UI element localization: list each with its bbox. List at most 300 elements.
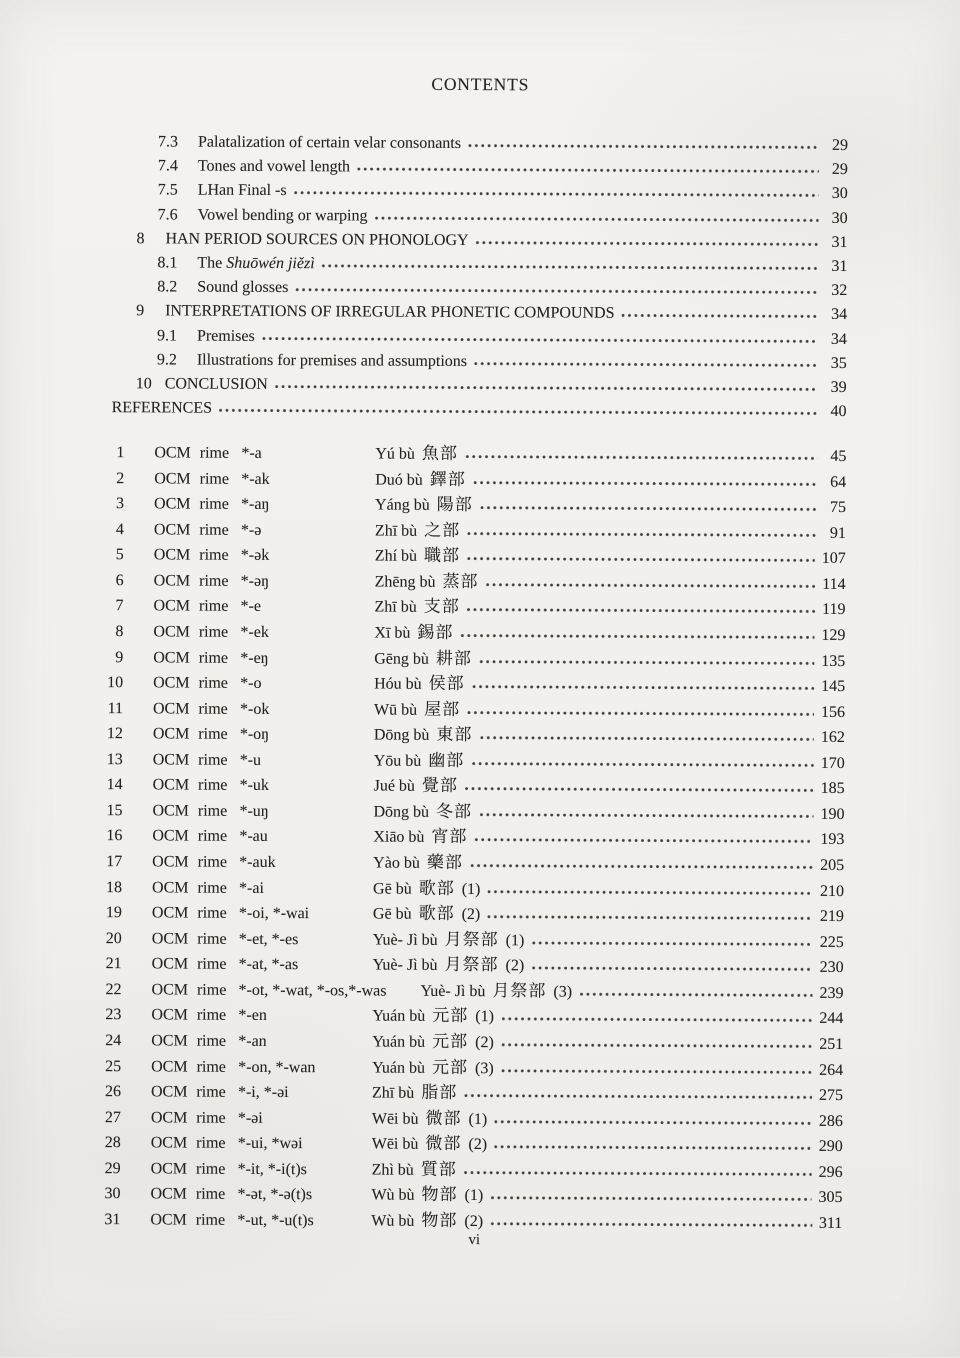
dot-leader xyxy=(322,263,819,271)
ocm-entry-page: 251 xyxy=(819,1035,844,1053)
ocm-entry-name: Gē bù 歌部 (1) xyxy=(373,878,481,898)
ocm-entry-rime: *-it, *-i(t)s xyxy=(237,1160,307,1178)
ocm-entry-part: (1) xyxy=(505,931,525,950)
ocm-entry-number: 22 xyxy=(105,980,122,999)
toc-entry-page: 40 xyxy=(830,403,847,421)
dot-leader xyxy=(494,1119,812,1126)
ocm-entry-rime: *-uk xyxy=(239,777,269,795)
ocm-entry-name: Yú bù 魚部 xyxy=(375,443,458,463)
page-title: CONTENTS xyxy=(431,73,530,95)
ocm-entry-page: 311 xyxy=(818,1214,843,1232)
ocm-entry-part: (1) xyxy=(468,1110,488,1128)
dot-leader xyxy=(474,837,813,844)
ocm-entry-rime: *-ə xyxy=(240,521,262,539)
toc-entry-number: 7.5 xyxy=(157,181,178,199)
ocm-entry-number: 11 xyxy=(107,699,124,717)
ocm-entry-page: 135 xyxy=(821,652,846,670)
ocm-entry-label: OCM rime xyxy=(153,572,229,590)
ocm-row xyxy=(97,696,845,725)
toc-entry-title: The Shuōwén jiězì xyxy=(197,254,315,273)
ocm-entry-label: OCM rime xyxy=(151,1057,226,1076)
dot-leader xyxy=(531,966,812,972)
dot-leader xyxy=(275,384,818,392)
ocm-entry-page: 185 xyxy=(820,780,845,798)
ocm-entry-hanzi: 月祭部 xyxy=(492,980,547,1001)
ocm-entry-part: (3) xyxy=(474,1059,494,1077)
ocm-row xyxy=(95,1002,843,1031)
ocm-entry-rime: *-ai xyxy=(239,879,264,897)
toc-entry-title: Sound glosses xyxy=(197,278,289,297)
toc-entry-title: REFERENCES xyxy=(111,399,213,417)
dot-leader xyxy=(490,1221,812,1228)
ocm-entry-hanzi: 覺部 xyxy=(421,776,458,796)
ocm-entry-name: Yuán bù 元部 (1) xyxy=(372,1006,494,1026)
ocm-entry-page: 145 xyxy=(821,677,846,696)
ocm-entry-number: 12 xyxy=(106,725,123,743)
ocm-entry-label: OCM rime xyxy=(151,981,227,999)
ocm-row xyxy=(98,440,846,469)
dot-leader xyxy=(467,531,817,538)
dot-leader xyxy=(464,1170,812,1177)
dot-leader xyxy=(579,991,813,997)
toc-entry-page: 30 xyxy=(831,185,848,203)
ocm-entry-name: Zhī bù 之部 xyxy=(374,520,461,540)
ocm-entry-page: 129 xyxy=(821,626,846,644)
ocm-entry-hanzi: 錫部 xyxy=(417,622,454,642)
ocm-entry-number: 25 xyxy=(105,1057,122,1075)
ocm-entry-rime: *-ot, *-wat, *-os,*-was xyxy=(238,981,387,1000)
ocm-row xyxy=(94,1181,842,1210)
ocm-entry-part: (2) xyxy=(461,906,481,924)
dot-leader xyxy=(494,1144,812,1151)
dot-leader xyxy=(501,1042,812,1049)
ocm-entry-label: OCM rime xyxy=(151,1006,227,1025)
ocm-entry-number: 18 xyxy=(106,878,123,896)
ocm-entry-hanzi: 屋部 xyxy=(424,699,461,719)
ocm-entry-page: 275 xyxy=(818,1086,844,1105)
ocm-entry-page: 286 xyxy=(818,1112,843,1130)
ocm-entry-hanzi: 鐸部 xyxy=(429,469,466,489)
ocm-row xyxy=(98,517,846,546)
ocm-entry-number: 31 xyxy=(104,1210,121,1229)
table-of-contents xyxy=(112,130,849,424)
ocm-entry-number: 9 xyxy=(115,648,124,666)
ocm-entry-page: 205 xyxy=(820,856,845,874)
ocm-entry-name: Yuán bù 元部 (3) xyxy=(372,1057,494,1077)
toc-entry-page: 30 xyxy=(831,209,848,227)
ocm-entry-page: 75 xyxy=(830,499,847,517)
ocm-entry-page: 119 xyxy=(822,601,846,619)
ocm-entry-rime: *-o xyxy=(240,674,262,692)
ocm-entry-part: (1) xyxy=(464,1187,484,1205)
ocm-entry-label: OCM rime xyxy=(153,521,229,539)
dot-leader xyxy=(531,940,812,946)
ocm-entry-number: 14 xyxy=(106,776,123,794)
toc-row xyxy=(112,396,847,424)
ocm-entry-hanzi: 歌部 xyxy=(418,878,455,898)
ocm-entry-name: Xiāo bù 宵部 xyxy=(373,827,468,847)
dot-leader xyxy=(374,215,818,222)
dot-leader xyxy=(474,361,818,368)
ocm-entry-part: (2) xyxy=(505,957,525,975)
ocm-entry-name: Gēng bù 耕部 xyxy=(374,648,472,668)
ocm-entry-rime: *-en xyxy=(238,1007,267,1025)
ocm-entry-page: 230 xyxy=(819,959,844,977)
ocm-row xyxy=(98,542,846,571)
toc-row xyxy=(112,372,847,400)
ocm-entry-rime: *-a xyxy=(241,444,262,462)
dot-leader xyxy=(460,633,814,640)
ocm-entry-name: Yuè- Jì bù 月祭部 (1) xyxy=(372,929,525,950)
ocm-entry-rime: *-at, *-as xyxy=(238,956,299,974)
toc-entry-page: 35 xyxy=(830,354,847,372)
ocm-entry-rime: *-an xyxy=(238,1032,267,1050)
ocm-entry-part: (2) xyxy=(464,1212,484,1230)
ocm-entry-part: (3) xyxy=(553,983,573,1001)
ocm-row xyxy=(95,1054,843,1083)
ocm-entry-rime: *-au xyxy=(239,828,268,846)
ocm-entry-label: OCM rime xyxy=(150,1185,226,1204)
ocm-entry-name: Zhēng bù 蒸部 xyxy=(374,571,479,591)
ocm-entry-page: 264 xyxy=(819,1061,844,1079)
toc-entry-number: 10 xyxy=(135,375,152,393)
ocm-entry-name: Yuán bù 元部 (2) xyxy=(372,1031,494,1052)
toc-entry-number: 8 xyxy=(136,230,145,248)
ocm-entry-hanzi: 藥部 xyxy=(426,852,463,872)
toc-entry-page: 29 xyxy=(831,136,849,154)
ocm-entry-number: 6 xyxy=(115,571,124,590)
ocm-row xyxy=(96,798,844,827)
ocm-entry-hanzi: 魚部 xyxy=(421,443,458,463)
ocm-entry-label: OCM rime xyxy=(153,546,229,565)
ocm-entry-number: 7 xyxy=(115,597,124,615)
ocm-entry-rime: *-u xyxy=(239,751,262,769)
dot-leader xyxy=(490,1195,811,1202)
dot-leader xyxy=(468,143,819,150)
ocm-entry-label: OCM rime xyxy=(150,1160,226,1178)
ocm-entry-hanzi: 職部 xyxy=(423,546,461,566)
ocm-entry-page: 64 xyxy=(830,473,847,491)
ocm-row xyxy=(97,670,845,699)
ocm-row xyxy=(98,466,846,495)
ocm-row xyxy=(95,1156,843,1185)
ocm-entry-rime: *-auk xyxy=(239,853,276,872)
ocm-entry-number: 2 xyxy=(116,469,125,487)
ocm-entry-label: OCM rime xyxy=(152,699,228,718)
toc-entry-title: CONCLUSION xyxy=(164,375,268,393)
ocm-entry-hanzi: 之部 xyxy=(424,520,461,540)
ocm-entry-hanzi: 耕部 xyxy=(435,648,472,668)
ocm-entry-number: 13 xyxy=(106,750,123,768)
ocm-row xyxy=(97,619,845,648)
ocm-entry-hanzi: 物部 xyxy=(421,1210,458,1230)
dot-leader xyxy=(501,1017,812,1024)
ocm-entry-rime: *-oi, *-wai xyxy=(238,904,310,923)
ocm-entry-part: (2) xyxy=(475,1033,494,1052)
ocm-entry-page: 305 xyxy=(818,1189,843,1207)
ocm-entry-hanzi: 質部 xyxy=(420,1159,457,1179)
ocm-entry-page: 296 xyxy=(818,1163,843,1181)
ocm-entry-number: 5 xyxy=(115,546,124,564)
dot-leader xyxy=(476,240,819,247)
ocm-entry-number: 19 xyxy=(105,904,122,922)
dot-leader xyxy=(501,1068,812,1075)
ocm-entry-hanzi: 支部 xyxy=(423,597,460,617)
ocm-entry-label: OCM rime xyxy=(151,955,227,974)
dot-leader xyxy=(357,167,819,174)
rime-chapter-index xyxy=(94,440,846,1236)
ocm-entry-name: Wù bù 物部 (2) xyxy=(371,1210,484,1230)
ocm-entry-number: 1 xyxy=(116,444,125,462)
ocm-entry-rime: *-eŋ xyxy=(240,649,269,667)
ocm-entry-label: OCM rime xyxy=(152,776,228,795)
toc-entry-title: Tones and vowel length xyxy=(197,157,351,176)
ocm-entry-name: Zhī bù 脂部 xyxy=(371,1082,458,1103)
ocm-entry-name: Xī bù 錫部 xyxy=(374,622,454,642)
ocm-entry-hanzi: 歌部 xyxy=(418,903,455,924)
ocm-entry-number: 10 xyxy=(107,674,124,692)
toc-entry-title: LHan Final -s xyxy=(197,182,287,200)
ocm-entry-label: OCM rime xyxy=(151,904,227,922)
ocm-entry-page: 290 xyxy=(818,1138,843,1156)
toc-entry-page: 34 xyxy=(831,306,848,324)
ocm-entry-hanzi: 月祭部 xyxy=(444,955,499,975)
toc-entry-number: 7.6 xyxy=(157,205,178,224)
ocm-entry-rime: *-ut, *-u(t)s xyxy=(237,1211,314,1230)
ocm-entry-number: 30 xyxy=(104,1185,121,1203)
ocm-entry-label: OCM rime xyxy=(150,1211,226,1229)
ocm-entry-rime: *-e xyxy=(240,598,262,616)
ocm-entry-hanzi: 微部 xyxy=(425,1133,462,1154)
ocm-entry-number: 27 xyxy=(104,1108,121,1126)
page-number: vi xyxy=(468,1232,481,1249)
ocm-entry-rime: *-ui, *wəi xyxy=(237,1135,303,1153)
toc-entry-number: 8.1 xyxy=(157,254,178,272)
ocm-entry-rime: *-ak xyxy=(241,470,270,488)
dot-leader xyxy=(487,914,813,921)
toc-entry-number: 9.1 xyxy=(156,327,178,345)
ocm-entry-part: (1) xyxy=(461,880,481,898)
ocm-entry-name: Yuè- Jì bù 月祭部 (3) xyxy=(420,980,573,1001)
ocm-row xyxy=(97,721,845,750)
ocm-entry-name: Wū bù 屋部 xyxy=(373,699,461,719)
ocm-entry-label: OCM rime xyxy=(152,853,228,871)
dot-leader xyxy=(479,735,813,742)
ocm-row xyxy=(97,772,845,801)
toc-entry-page: 32 xyxy=(831,282,848,300)
ocm-entry-number: 24 xyxy=(105,1032,122,1050)
toc-entry-title-italic: Shuōwén jiězì xyxy=(226,254,315,273)
ocm-entry-hanzi: 冬部 xyxy=(435,801,473,821)
ocm-entry-name: Zhì bù 質部 xyxy=(371,1159,457,1179)
ocm-entry-part: (1) xyxy=(475,1008,494,1026)
ocm-entry-page: 219 xyxy=(819,907,844,926)
ocm-entry-page: 190 xyxy=(820,805,845,823)
ocm-row xyxy=(96,900,844,929)
ocm-entry-number: 17 xyxy=(106,853,123,871)
dot-leader xyxy=(467,556,815,563)
ocm-entry-label: OCM rime xyxy=(150,1083,226,1101)
ocm-entry-rime: *-i, *-əi xyxy=(237,1083,289,1102)
ocm-entry-label: OCM rime xyxy=(152,827,228,846)
dot-leader xyxy=(471,761,813,768)
ocm-entry-number: 15 xyxy=(106,802,123,820)
ocm-entry-rime: *-oŋ xyxy=(239,726,270,744)
ocm-entry-name: Zhī bù 支部 xyxy=(374,597,460,617)
toc-entry-page: 31 xyxy=(831,233,848,251)
toc-entry-page: 34 xyxy=(830,330,848,348)
ocm-row xyxy=(96,926,844,955)
ocm-row xyxy=(96,824,844,853)
ocm-entry-rime: *-uŋ xyxy=(239,802,269,820)
ocm-entry-page: 193 xyxy=(820,831,845,849)
ocm-entry-name: Gē bù 歌部 (2) xyxy=(372,903,481,924)
dot-leader xyxy=(480,505,817,512)
ocm-entry-page: 225 xyxy=(819,933,844,951)
ocm-row xyxy=(97,645,845,674)
ocm-entry-name: Yuè- Jì bù 月祭部 (2) xyxy=(372,955,525,975)
toc-entry-number: 7.3 xyxy=(157,133,179,151)
ocm-row xyxy=(95,1028,843,1057)
ocm-entry-rime: *-aŋ xyxy=(241,495,270,514)
dot-leader xyxy=(295,287,818,295)
ocm-row xyxy=(95,1130,843,1159)
ocm-entry-rime: *-əi xyxy=(237,1109,263,1127)
ocm-entry-name: Wēi bù 微部 (1) xyxy=(371,1108,488,1128)
ocm-entry-rime: *-on, *-wan xyxy=(238,1058,316,1076)
ocm-entry-name: Wēi bù 微部 (2) xyxy=(371,1133,488,1154)
ocm-entry-hanzi: 月祭部 xyxy=(444,929,499,949)
toc-entry-page: 31 xyxy=(831,257,848,276)
ocm-entry-label: OCM rime xyxy=(154,495,229,513)
toc-entry-title: Illustrations for premises and assumptions xyxy=(196,351,468,370)
dot-leader xyxy=(479,812,813,819)
ocm-entry-hanzi: 幽部 xyxy=(428,750,465,770)
ocm-entry-hanzi: 蒸部 xyxy=(442,571,479,591)
toc-entry-number: 9.2 xyxy=(156,351,177,369)
ocm-entry-label: OCM rime xyxy=(151,1032,227,1050)
ocm-entry-hanzi: 微部 xyxy=(425,1108,462,1128)
ocm-entry-name: Yào bù 藥部 xyxy=(373,852,463,872)
ocm-entry-hanzi: 元部 xyxy=(432,1006,469,1026)
ocm-entry-number: 8 xyxy=(115,623,124,641)
ocm-entry-page: 107 xyxy=(821,550,846,568)
ocm-entry-page: 162 xyxy=(820,729,845,747)
dot-leader xyxy=(464,1093,812,1100)
dot-leader xyxy=(465,786,814,793)
toc-entry-number: 9 xyxy=(136,302,145,320)
ocm-entry-part: (2) xyxy=(468,1136,488,1154)
ocm-entry-number: 26 xyxy=(104,1083,122,1101)
ocm-entry-label: OCM rime xyxy=(153,674,228,692)
ocm-row xyxy=(95,1079,843,1108)
toc-entry-title: INTERPRETATIONS OF IRREGULAR PHONETIC COMPOUNDS xyxy=(165,302,615,323)
ocm-entry-name: Zhí bù 職部 xyxy=(374,546,461,566)
ocm-entry-hanzi: 元部 xyxy=(432,1031,469,1051)
ocm-entry-number: 16 xyxy=(106,827,123,845)
dot-leader xyxy=(219,408,818,416)
ocm-entry-hanzi: 脂部 xyxy=(421,1082,458,1103)
ocm-entry-label: OCM rime xyxy=(153,597,229,616)
ocm-entry-label: OCM rime xyxy=(150,1134,226,1152)
toc-entry-page: 29 xyxy=(831,161,848,179)
ocm-entry-label: OCM rime xyxy=(152,878,227,897)
toc-entry-number: 8.2 xyxy=(157,278,178,296)
ocm-entry-label: OCM rime xyxy=(154,444,230,462)
ocm-entry-label: OCM rime xyxy=(154,469,230,488)
dot-leader xyxy=(465,454,817,461)
ocm-entry-rime: *-ok xyxy=(239,700,270,718)
dot-leader xyxy=(467,710,814,717)
ocm-entry-page: 244 xyxy=(819,1010,844,1028)
dot-leader xyxy=(487,889,813,896)
ocm-entry-number: 23 xyxy=(105,1006,122,1024)
toc-entry-number: 7.4 xyxy=(157,157,178,175)
toc-entry-title: Premises xyxy=(196,327,255,345)
ocm-entry-label: OCM rime xyxy=(151,930,227,948)
ocm-entry-hanzi: 物部 xyxy=(421,1185,458,1205)
ocm-row xyxy=(98,568,846,597)
ocm-row xyxy=(97,593,845,622)
ocm-entry-rime: *-əŋ xyxy=(240,572,270,590)
toc-entry-page: 39 xyxy=(830,378,847,397)
ocm-entry-page: 156 xyxy=(820,703,846,721)
dot-leader xyxy=(262,336,818,344)
toc-entry-title: Palatalization of certain velar consonants xyxy=(197,133,462,152)
ocm-entry-hanzi: 東部 xyxy=(436,725,473,745)
ocm-entry-label: OCM rime xyxy=(152,802,228,820)
ocm-entry-rime: *-et, *-es xyxy=(238,930,299,948)
ocm-entry-label: OCM rime xyxy=(150,1108,226,1127)
ocm-entry-page: 210 xyxy=(820,882,845,900)
ocm-entry-name: Yáng bù 陽部 xyxy=(375,494,473,515)
dot-leader xyxy=(472,684,814,691)
ocm-row xyxy=(96,951,844,980)
ocm-entry-name: Jué bù 覺部 xyxy=(373,776,458,796)
ocm-entry-number: 20 xyxy=(105,929,122,947)
dot-leader xyxy=(479,659,814,666)
ocm-entry-name: Dōng bù 冬部 xyxy=(373,801,473,821)
ocm-row xyxy=(95,1105,843,1134)
toc-entry-title: Vowel bending or warping xyxy=(197,206,368,225)
dot-leader xyxy=(467,607,815,614)
ocm-entry-label: OCM rime xyxy=(152,751,228,769)
ocm-entry-number: 4 xyxy=(115,520,124,538)
ocm-row xyxy=(98,491,846,520)
ocm-entry-page: 91 xyxy=(829,524,846,542)
ocm-entry-hanzi: 侯部 xyxy=(428,673,465,694)
ocm-entry-page: 45 xyxy=(830,447,847,465)
ocm-entry-hanzi: 元部 xyxy=(431,1057,469,1077)
dot-leader xyxy=(294,191,819,199)
ocm-entry-hanzi: 陽部 xyxy=(436,494,473,515)
ocm-entry-rime: *-ek xyxy=(240,623,269,641)
ocm-row xyxy=(96,875,844,904)
ocm-entry-name: Wù bù 物部 (1) xyxy=(371,1185,484,1205)
ocm-entry-label: OCM rime xyxy=(153,623,229,641)
dot-leader xyxy=(470,863,813,870)
ocm-entry-rime: *-ək xyxy=(240,547,270,565)
toc-entry-title: HAN PERIOD SOURCES ON PHONOLOGY xyxy=(165,230,469,249)
ocm-row xyxy=(97,747,845,776)
ocm-entry-name: Yōu bù 幽部 xyxy=(373,750,465,770)
ocm-entry-label: OCM rime xyxy=(152,725,228,743)
ocm-row xyxy=(95,977,843,1006)
ocm-entry-label: OCM rime xyxy=(153,648,229,667)
ocm-entry-page: 239 xyxy=(819,984,844,1002)
ocm-entry-number: 21 xyxy=(105,955,122,973)
ocm-entry-number: 29 xyxy=(104,1159,121,1177)
